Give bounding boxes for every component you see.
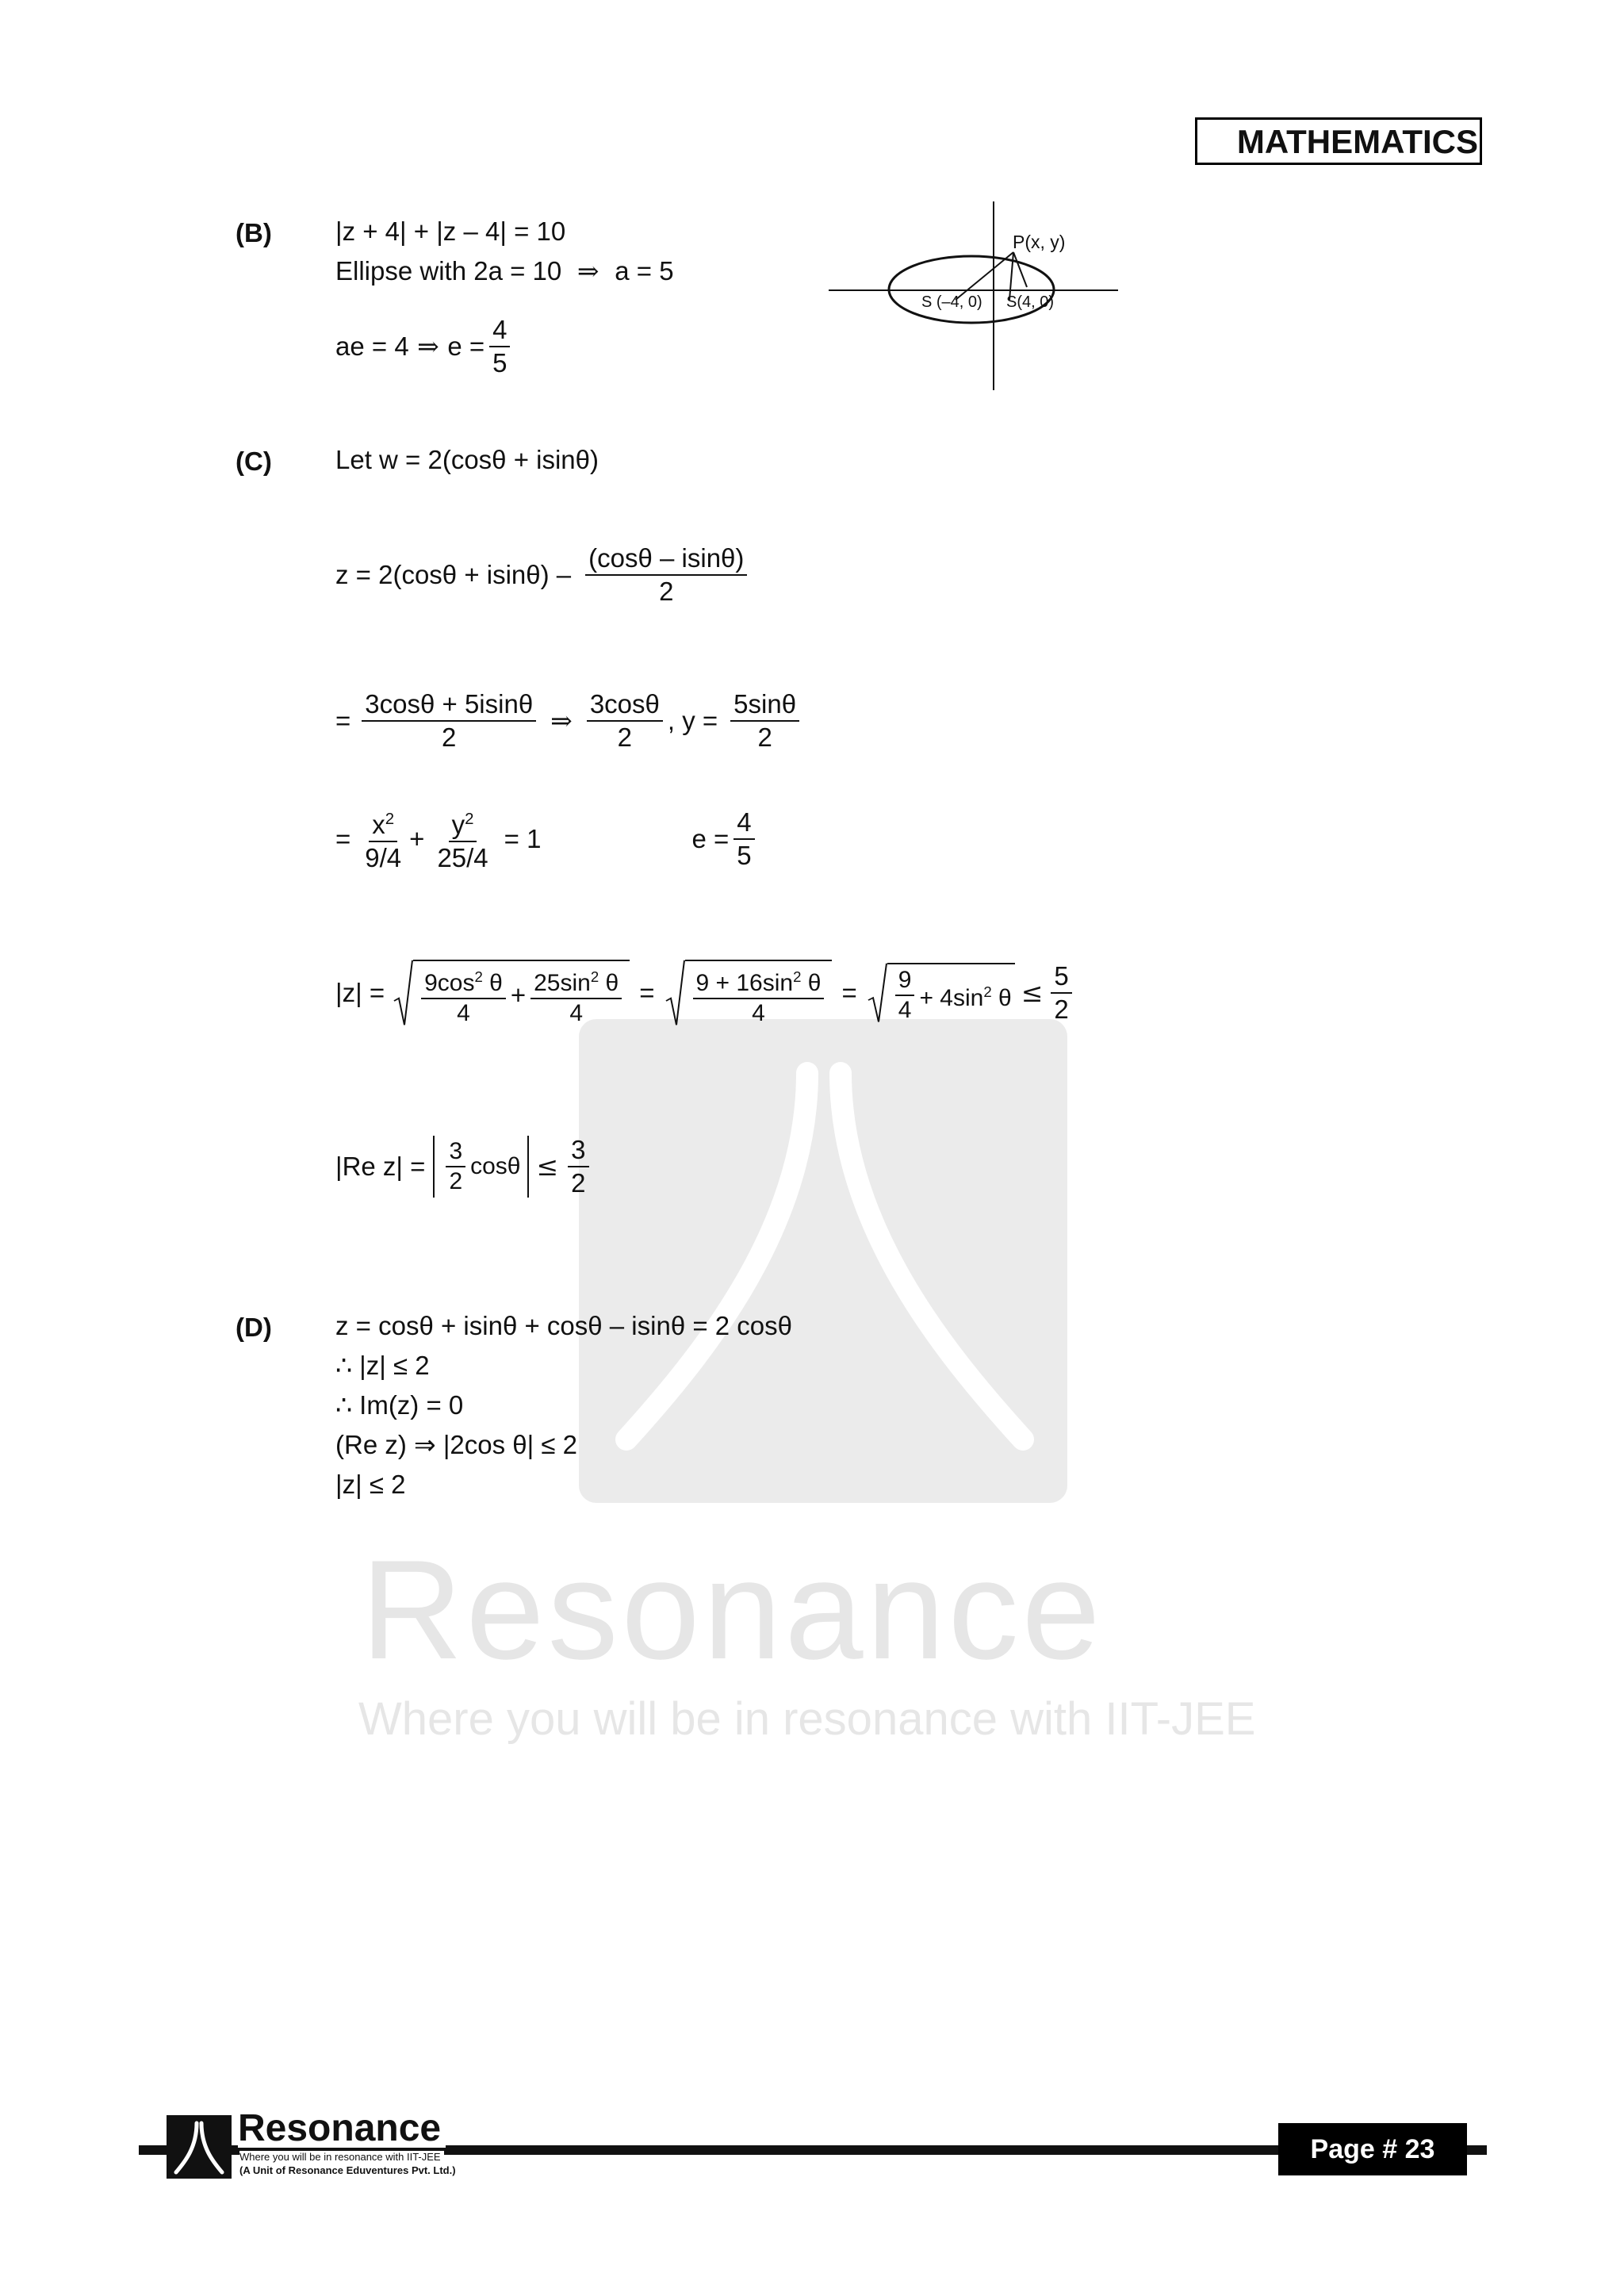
part-d-line2: ∴ |z| ≤ 2 (335, 1351, 430, 1380)
rez-absolute: $\frac{3}{2}$ cosθ (433, 1136, 528, 1198)
part-c-eq3 (335, 805, 760, 872)
leq-icon: ≤ (536, 1151, 559, 1182)
part-d-label: (D) (236, 1313, 272, 1342)
modz-eq-2: = (841, 978, 857, 1007)
implies-icon: ⇒ (569, 255, 608, 286)
z-fraction: $\frac{(\cos\theta - isin\theta)}{2}$ (585, 544, 747, 606)
page-number: Page # 23 (1278, 2123, 1467, 2175)
part-c-rez (335, 1136, 594, 1198)
eq2-y-label: , y = (667, 706, 718, 735)
radical-icon (665, 960, 685, 1026)
eccentricity-fraction: $\frac{4}{5}$ (489, 316, 510, 378)
footer-tagline: Where you will be in resonance with IIT-JEE (239, 2151, 444, 2164)
part-b-line1: |z + 4| + |z – 4| = 10 (335, 217, 566, 246)
subject-title: MATHEMATICS (1195, 117, 1482, 165)
rez-lhs: |Re z| = (335, 1152, 426, 1181)
radical-icon (867, 963, 887, 1023)
modz-radical-1: $\frac{9\cos^2 \theta}{4}$ + $\frac{25\sin^2 \theta}{4}$ (393, 960, 630, 1026)
modz-bound: $\frac{5}{2}$ (1051, 962, 1071, 1024)
footer-brand: Resonance (238, 2110, 446, 2148)
part-b-line2-a: Ellipse with 2a = 10 (335, 256, 562, 286)
eq2-y-fraction: $\frac{5\sin\theta}{2}$ (730, 690, 799, 752)
eq3-e-label: e = (691, 823, 730, 853)
eq3-x-fraction: $\frac{x^2}{9/4}$ (362, 805, 404, 872)
part-b-line3-b: e = (447, 332, 485, 361)
focus-left-label: S (–4, 0) (921, 293, 982, 311)
leq-icon: ≤ (1021, 977, 1044, 1008)
footer-arch-icon (167, 2115, 232, 2179)
part-d-line4: (Re z) ⇒ |2cos θ| ≤ 2 (335, 1430, 577, 1459)
part-d-line5: |z| ≤ 2 (335, 1470, 406, 1499)
modz-radical-2: $\frac{9 + 16\sin^2 \theta}{4}$ (665, 960, 833, 1026)
eq3-rhs: = 1 (504, 823, 542, 853)
footer-unit: (A Unit of Resonance Eduventures Pvt. Ltd.) (239, 2164, 456, 2176)
part-b-label: (B) (236, 218, 272, 247)
z-lhs: z = 2(cosθ + isinθ) – (335, 560, 572, 589)
part-c-z-expression (335, 544, 752, 606)
eq2-fraction: $\frac{3\cos\theta + 5isin\theta}{2}$ (362, 690, 536, 752)
focus-right-label: S(4, 0) (1006, 293, 1055, 311)
implies-icon: ⇒ (550, 705, 573, 736)
implies-icon: ⇒ (408, 331, 448, 362)
eq3-e-fraction: $\frac{4}{5}$ (733, 808, 754, 870)
watermark-tagline: Where you will be in resonance with IIT-JEE (358, 1693, 1256, 1745)
part-d-line1: z = cosθ + isinθ + cosθ – isinθ = 2 cosθ (335, 1311, 793, 1340)
eq3-y-fraction: $\frac{y^2}{25/4}$ (434, 805, 491, 872)
watermark-arch-icon (579, 1019, 1067, 1503)
point-p-label: P(x, y) (1013, 232, 1066, 252)
part-c-label: (C) (236, 447, 272, 476)
radical-icon (393, 960, 413, 1026)
eq2-prefix: = (335, 706, 351, 735)
eq2-x-fraction: $\frac{3\cos\theta}{2}$ (587, 690, 663, 752)
footer-logo (167, 2115, 232, 2179)
modz-eq-1: = (639, 978, 655, 1007)
modz-radical-3: $\frac{9}{4}$ + $4\sin^2$ θ (867, 963, 1015, 1023)
eq3-plus: + (409, 823, 425, 853)
part-c-eq2 (335, 690, 804, 752)
part-b-line2-b: a = 5 (615, 256, 674, 286)
part-b-line3 (335, 316, 515, 378)
part-d-line3: ∴ Im(z) = 0 (335, 1390, 464, 1420)
part-c-line1: Let w = 2(cosθ + isinθ) (335, 445, 599, 474)
part-b-line3-a: ae = 4 (335, 332, 409, 361)
modz-lhs: |z| = (335, 978, 385, 1007)
part-c-modz (335, 960, 1077, 1026)
part-b-line2 (335, 255, 674, 287)
ellipse-diagram (829, 200, 1122, 392)
watermark-title: Resonance (361, 1531, 1104, 1688)
eq3-prefix: = (335, 823, 351, 853)
rez-bound: $\frac{3}{2}$ (568, 1136, 588, 1198)
watermark-logo (579, 1019, 1067, 1503)
